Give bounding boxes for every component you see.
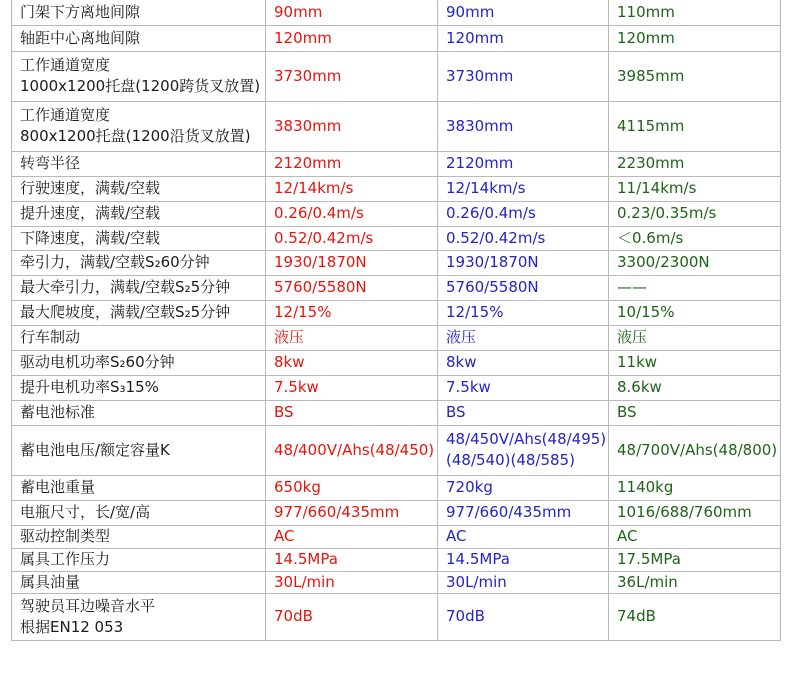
spec-value-text: 30L/min [274,572,335,591]
spec-row [12,226,781,250]
spec-value-text: (48/540)(48/585) [446,451,575,469]
spec-row [12,51,781,101]
spec-label-cell [12,300,266,325]
spec-table-body [12,0,781,640]
spec-label-cell [12,425,266,475]
spec-value-cell-model-1 [266,226,438,250]
spec-value-cell-model-1 [266,350,438,375]
spec-label-cell [12,201,266,226]
spec-value-text: 90mm [274,2,323,21]
spec-label-text: 提升速度，满载/空载 [20,204,161,222]
spec-value-text: 8kw [274,353,305,371]
spec-label-text: 驱动控制类型 [20,527,111,545]
spec-label-text: 最大牵引力，满载/空载S₂5分钟 [20,278,231,296]
spec-value-cell-model-2 [438,475,609,500]
spec-row [12,500,781,525]
spec-value-text: 0.52/0.42m/s [446,228,546,247]
spec-value-cell-model-2 [438,176,609,201]
spec-value-text: 90mm [446,2,495,21]
spec-value-cell-model-1 [266,101,438,151]
spec-value-text: 70dB [446,607,485,625]
spec-label-cell [12,151,266,176]
spec-row [12,571,781,593]
spec-value-text: AC [274,527,295,545]
spec-value-text: 0.26/0.4m/s [446,204,536,222]
spec-value-text: 5760/5580N [274,278,367,296]
spec-label-text: 根据EN12 053 [20,617,124,636]
spec-row [12,250,781,275]
spec-value-text: 17.5MPa [617,550,681,568]
spec-label-cell [12,400,266,425]
spec-value-cell-model-3 [609,500,781,525]
spec-value-text: 2120mm [446,154,514,172]
spec-label-cell [12,475,266,500]
spec-value-cell-model-2 [438,571,609,593]
spec-value-cell-model-3 [609,375,781,400]
spec-value-cell-model-1 [266,375,438,400]
spec-label-text: 轴距中心离地间隙 [20,28,141,47]
spec-row [12,25,781,51]
spec-value-cell-model-3 [609,300,781,325]
spec-value-cell-model-2 [438,51,609,101]
spec-label-cell [12,0,266,25]
spec-label-text: 蓄电池重量 [20,478,96,496]
spec-value-cell-model-3 [609,475,781,500]
spec-label-text: 转弯半径 [20,154,81,172]
spec-value-text: 1930/1870N [274,253,367,271]
spec-value-text: 650kg [274,478,321,496]
spec-row [12,593,781,640]
spec-value-cell-model-1 [266,151,438,176]
spec-value-cell-model-1 [266,425,438,475]
spec-value-cell-model-1 [266,300,438,325]
spec-value-cell-model-3 [609,548,781,571]
spec-value-cell-model-2 [438,425,609,475]
spec-value-text: 1140kg [617,478,674,496]
spec-value-text: 5760/5580N [446,278,539,296]
spec-value-cell-model-3 [609,525,781,548]
spec-value-text: 12/14km/s [446,179,526,197]
spec-row [12,325,781,350]
spec-value-text: 3730mm [446,66,514,85]
spec-value-cell-model-3 [609,250,781,275]
spec-value-cell-model-2 [438,350,609,375]
spec-value-text: 14.5MPa [446,550,510,568]
spec-value-cell-model-3 [609,325,781,350]
spec-row [12,400,781,425]
spec-value-text: 48/400V/Ahs(48/450) [274,440,435,459]
spec-value-cell-model-1 [266,400,438,425]
spec-value-text: 11/14km/s [617,179,697,197]
spec-value-text: 3985mm [617,66,685,85]
spec-label-cell [12,375,266,400]
spec-value-cell-model-3 [609,571,781,593]
spec-value-text: 120mm [617,28,675,47]
spec-value-cell-model-1 [266,51,438,101]
spec-value-text: 120mm [446,28,504,47]
spec-value-cell-model-2 [438,400,609,425]
spec-label-text: 驱动电机功率S₂60分钟 [20,353,175,371]
spec-row [12,300,781,325]
spec-value-text: 14.5MPa [274,550,338,568]
spec-value-text: 0.23/0.35m/s [617,204,717,222]
spec-label-text: 最大爬坡度，满载/空载S₂5分钟 [20,303,231,321]
spec-value-cell-model-2 [438,25,609,51]
spec-value-text: 1930/1870N [446,253,539,271]
spec-label-cell [12,525,266,548]
spec-value-cell-model-1 [266,548,438,571]
spec-label-text: 工作通道宽度 [20,106,111,124]
spec-value-cell-model-2 [438,548,609,571]
spec-value-text: 12/15% [446,303,504,321]
spec-value-cell-model-3 [609,593,781,640]
spec-label-text: 行车制动 [20,328,81,346]
spec-value-cell-model-1 [266,25,438,51]
spec-label-text: 800x1200托盘(1200沿货叉放置) [20,127,251,145]
spec-value-text: 977/660/435mm [446,503,572,521]
spec-value-cell-model-2 [438,525,609,548]
spec-row [12,176,781,201]
spec-value-text: 720kg [446,478,493,496]
spec-row [12,548,781,571]
spec-value-text: 0.26/0.4m/s [274,204,364,222]
spec-value-text: 液压 [274,328,305,346]
spec-value-text: 2120mm [274,154,342,172]
spec-value-cell-model-3 [609,275,781,300]
spec-value-text: AC [446,527,467,545]
spec-value-cell-model-1 [266,0,438,25]
spec-value-cell-model-2 [438,101,609,151]
spec-value-cell-model-1 [266,275,438,300]
spec-value-cell-model-3 [609,51,781,101]
spec-value-cell-model-1 [266,176,438,201]
spec-value-text: 70dB [274,607,313,625]
spec-value-text: AC [617,527,638,545]
spec-value-text: 48/700V/Ahs(48/800) [617,440,778,459]
spec-label-cell [12,548,266,571]
spec-value-cell-model-1 [266,201,438,226]
spec-label-text: 电瓶尺寸，长/宽/高 [20,503,151,521]
spec-value-text: 3830mm [274,116,342,135]
spec-value-cell-model-3 [609,201,781,226]
spec-value-text: 3300/2300N [617,253,710,271]
spec-value-cell-model-3 [609,25,781,51]
spec-label-cell [12,593,266,640]
spec-value-cell-model-3 [609,425,781,475]
spec-label-cell [12,500,266,525]
spec-label-text: 蓄电池电压/额定容量K [20,440,170,459]
spec-value-cell-model-3 [609,101,781,151]
spec-value-text: 液压 [446,328,477,346]
spec-value-text: 8kw [446,353,477,371]
spec-value-text: 11kw [617,353,658,371]
spec-row [12,425,781,475]
spec-row [12,350,781,375]
spec-row [12,0,781,25]
spec-label-text: 属具油量 [20,572,81,591]
spec-row [12,475,781,500]
spec-value-text: 10/15% [617,303,675,321]
spec-value-cell-model-2 [438,151,609,176]
spec-label-cell [12,51,266,101]
spec-value-text: 977/660/435mm [274,503,400,521]
spec-value-cell-model-2 [438,201,609,226]
spec-value-text: 8.6kw [617,378,662,396]
spec-value-text: 2230mm [617,154,685,172]
spec-value-cell-model-3 [609,0,781,25]
spec-value-cell-model-3 [609,176,781,201]
spec-value-cell-model-1 [266,250,438,275]
spec-value-text: 4115mm [617,116,685,135]
spec-row [12,275,781,300]
spec-value-cell-model-3 [609,151,781,176]
spec-value-cell-model-1 [266,525,438,548]
spec-value-cell-model-2 [438,300,609,325]
spec-value-cell-model-1 [266,571,438,593]
spec-label-text: 提升电机功率S₃15% [20,378,159,396]
spec-value-text: 7.5kw [274,378,319,396]
spec-value-text: 48/450V/Ahs(48/495) [446,430,607,448]
spec-label-text: 行驶速度，满载/空载 [20,179,161,197]
spec-value-text: 30L/min [446,572,507,591]
spec-value-text: 110mm [617,2,675,21]
spec-value-text: 74dB [617,607,656,625]
spec-value-cell-model-1 [266,593,438,640]
spec-label-text: 工作通道宽度 [20,56,111,74]
spec-value-text: 12/15% [274,303,332,321]
spec-value-text: 12/14km/s [274,179,354,197]
spec-label-cell [12,226,266,250]
spec-label-cell [12,101,266,151]
spec-value-text: 7.5kw [446,378,491,396]
spec-label-cell [12,325,266,350]
spec-value-text: 1016/688/760mm [617,503,752,521]
spec-row [12,375,781,400]
spec-row [12,101,781,151]
spec-value-text: 120mm [274,28,332,47]
spec-value-cell-model-1 [266,325,438,350]
spec-value-cell-model-2 [438,275,609,300]
spec-label-cell [12,571,266,593]
spec-label-cell [12,25,266,51]
spec-label-cell [12,250,266,275]
spec-value-cell-model-1 [266,500,438,525]
spec-row [12,151,781,176]
spec-value-cell-model-2 [438,226,609,250]
spec-value-cell-model-2 [438,250,609,275]
spec-value-cell-model-3 [609,226,781,250]
spec-label-text: 下降速度，满载/空载 [20,228,161,247]
spec-label-text: 门架下方离地间隙 [20,2,141,21]
spec-label-text: 属具工作压力 [20,550,111,568]
spec-label-text: 1000x1200托盘(1200跨货叉放置) [20,77,261,95]
spec-value-cell-model-2 [438,500,609,525]
spec-value-text: 36L/min [617,572,678,591]
spec-row [12,525,781,548]
spec-label-cell [12,176,266,201]
spec-value-cell-model-2 [438,0,609,25]
spec-label-text: 蓄电池标准 [20,403,96,421]
spec-value-text: —— [617,278,647,296]
spec-value-text: 0.52/0.42m/s [274,228,374,247]
spec-value-text: BS [446,403,466,421]
spec-table [11,0,781,641]
spec-value-cell-model-1 [266,475,438,500]
spec-value-text: 液压 [617,328,648,346]
spec-row [12,201,781,226]
spec-value-text: BS [274,403,294,421]
spec-value-cell-model-3 [609,400,781,425]
spec-label-cell [12,350,266,375]
spec-value-text: BS [617,403,637,421]
spec-value-cell-model-2 [438,375,609,400]
spec-value-cell-model-2 [438,593,609,640]
spec-value-text: ＜0.6m/s [617,228,684,247]
spec-label-cell [12,275,266,300]
spec-label-text: 牵引力，满载/空载S₂60分钟 [20,253,210,271]
spec-value-text: 3730mm [274,66,342,85]
spec-value-cell-model-3 [609,350,781,375]
spec-value-text: 3830mm [446,116,514,135]
spec-label-text: 驾驶员耳边噪音水平 [20,596,156,615]
spec-value-cell-model-2 [438,325,609,350]
